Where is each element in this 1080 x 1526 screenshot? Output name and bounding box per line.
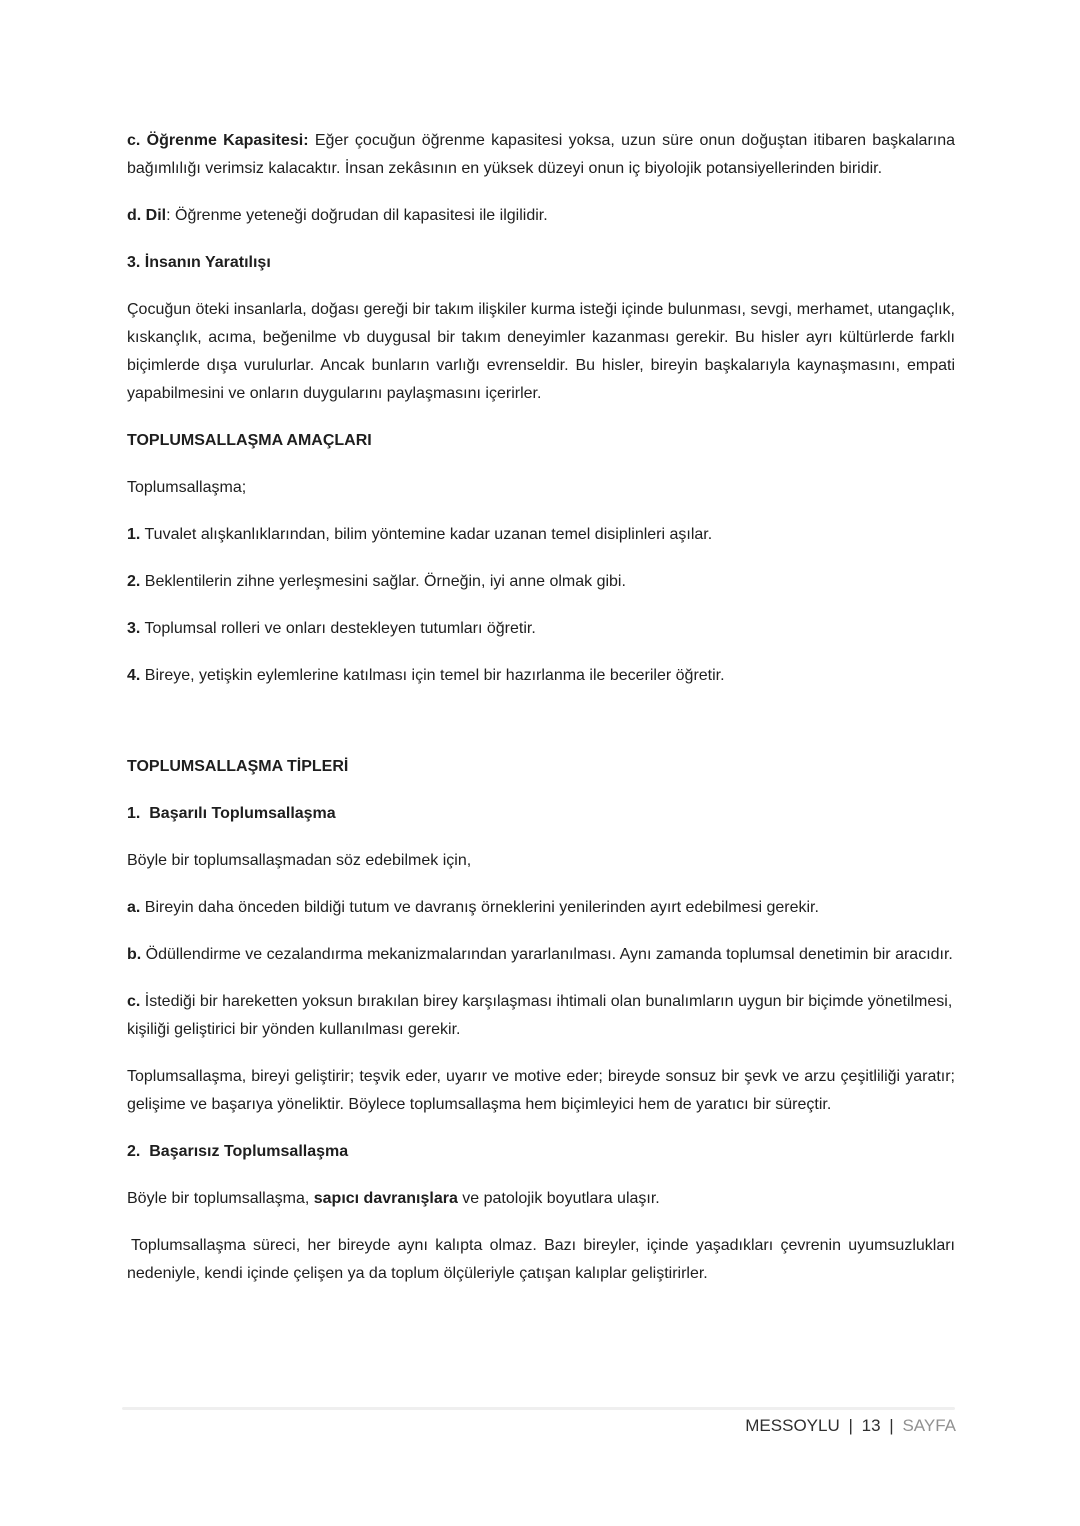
list-item-goal-1 <box>127 521 955 549</box>
list-item-goal-2-text: Beklentilerin zihne yerleşmesini sağlar. Örneğin, iyi anne olmak gibi. <box>140 573 626 590</box>
list-item-goal-4 <box>127 662 955 690</box>
heading-socialization-goals: TOPLUMSALLAŞMA AMAÇLARI <box>127 432 372 449</box>
paragraph-human-creation: Çocuğun öteki insanlarla, doğası gereği bir takım ilişkiler kurma isteği içinde bulunması, sevgi, merhamet, utangaçlık, kıskançlık, acıma, beğenilme vb duygusal bir takım deneyimler kazanması gerekir. Bu hisler ayrı kültürlerde farklı biçimlerde dışa vurulurlar. Ancak bunların varlığı evrenseldir. Bu hisler, bireyin başkalarıyla kaynaşmasını, empati yapabilmesini ve onların duygularını paylaşmasını içerirler. <box>127 301 955 402</box>
paragraph-deviant-behavior-post: ve patolojik boyutlara ulaşır. <box>457 1190 660 1207</box>
list-item-goal-4-number: 4. <box>127 667 141 684</box>
list-item-goal-4-text: Bireye, yetişkin eylemlerine katılması için temel bir hazırlanma ile beceriler öğretir. <box>140 667 725 684</box>
heading-unsuccessful-socialization: 2. Başarısız Toplumsallaşma <box>127 1143 349 1160</box>
paragraph-socialization-intro: Toplumsallaşma; <box>127 479 247 496</box>
paragraph-learning-capacity-lead: c. Öğrenme Kapasitesi: <box>127 132 309 149</box>
paragraph-language-text: : Öğrenme yeteneği doğrudan dil kapasitesi ile ilgilidir. <box>166 207 548 224</box>
footer-separator: | <box>889 1416 894 1435</box>
list-item-goal-3-number: 3. <box>127 620 141 637</box>
paragraph-socialization-process: Toplumsallaşma süreci, her bireyde aynı kalıpta olmaz. Bazı bireyler, içinde yaşadıkları çevrenin uyumsuzlukları nedeniyle, kendi içinde çelişen ya da toplum ölçüleriyle çatışan kalıplar geliştirirler. <box>127 1237 955 1282</box>
paragraph-learning-capacity-text: Eğer çocuğun öğrenme kapasitesi yoksa, uzun süre onun doğuştan itibaren başkalarına bağımlılığı verimsiz kalacaktır. İnsan zekâsının en yüksek düzeyi onun iç biyolojik potansiyellerinden biridir. <box>127 132 956 177</box>
list-item-condition-b-text: Ödüllendirme ve cezalandırma mekanizmalarından yararlanılması. Aynı zamanda toplumsal denetimin bir aracıdır. <box>141 946 953 963</box>
heading-successful-socialization: 1. Başarılı Toplumsallaşma <box>127 805 336 822</box>
list-item-condition-b-letter: b. <box>127 946 142 963</box>
heading-human-creation: 3. İnsanın Yaratılışı <box>127 254 271 271</box>
footer-author: MESSOYLU <box>745 1416 840 1435</box>
list-item-condition-a-letter: a. <box>127 899 141 916</box>
list-item-goal-2 <box>127 568 955 596</box>
heading-socialization-types: TOPLUMSALLAŞMA TİPLERİ <box>127 758 349 775</box>
paragraph-learning-capacity <box>127 127 955 183</box>
list-item-goal-1-text: Tuvalet alışkanlıklarından, bilim yöntemine kadar uzanan temel disiplinleri aşılar. <box>140 526 713 543</box>
footer-separator: | <box>848 1416 853 1435</box>
paragraph-successful-intro: Böyle bir toplumsallaşmadan söz edebilmek için, <box>127 852 472 869</box>
list-item-condition-b <box>127 941 955 969</box>
paragraph-deviant-behavior-pre: Böyle bir toplumsallaşma, <box>127 1190 314 1207</box>
page-footer <box>745 1414 956 1438</box>
list-item-condition-c-letter: c. <box>127 993 141 1010</box>
list-item-condition-a <box>127 894 955 922</box>
list-item-goal-2-number: 2. <box>127 573 141 590</box>
list-item-condition-a-text: Bireyin daha önceden bildiği tutum ve davranış örneklerini yenilerinden ayırt edebilmesi gerekir. <box>140 899 819 916</box>
empty-line <box>127 709 955 753</box>
paragraph-socialization-develops: Toplumsallaşma, bireyi geliştirir; teşvik eder, uyarır ve motive eder; bireyde sonsuz bir şevk ve arzu çeşitliliği yaratır; gelişime ve başarıya yöneliktir. Böylece toplumsallaşma hem biçimleyici hem de yaratıcı bir süreçtir. <box>127 1068 955 1113</box>
paragraph-language <box>127 202 955 230</box>
document-body <box>127 127 955 1307</box>
footer-page-label: SAYFA <box>902 1416 956 1435</box>
paragraph-deviant-behavior <box>127 1185 955 1213</box>
list-item-goal-3 <box>127 615 955 643</box>
paragraph-deviant-behavior-bold: sapıcı davranışlara <box>313 1190 458 1207</box>
list-item-goal-1-number: 1. <box>127 526 141 543</box>
list-item-condition-c-text: İstediği bir hareketten yoksun bırakılan birey karşılaşması ihtimali olan bunalımların uygun bir biçimde yönetilmesi, kişiliği geliştirici bir yönden kullanılması gerekir. <box>127 993 953 1038</box>
list-item-condition-c <box>127 988 955 1044</box>
list-item-goal-3-text: Toplumsal rolleri ve onları destekleyen tutumları öğretir. <box>140 620 536 637</box>
paragraph-language-lead: d. Dil <box>127 207 167 224</box>
footer-page-number: 13 <box>861 1416 881 1435</box>
footer-divider <box>122 1407 955 1410</box>
